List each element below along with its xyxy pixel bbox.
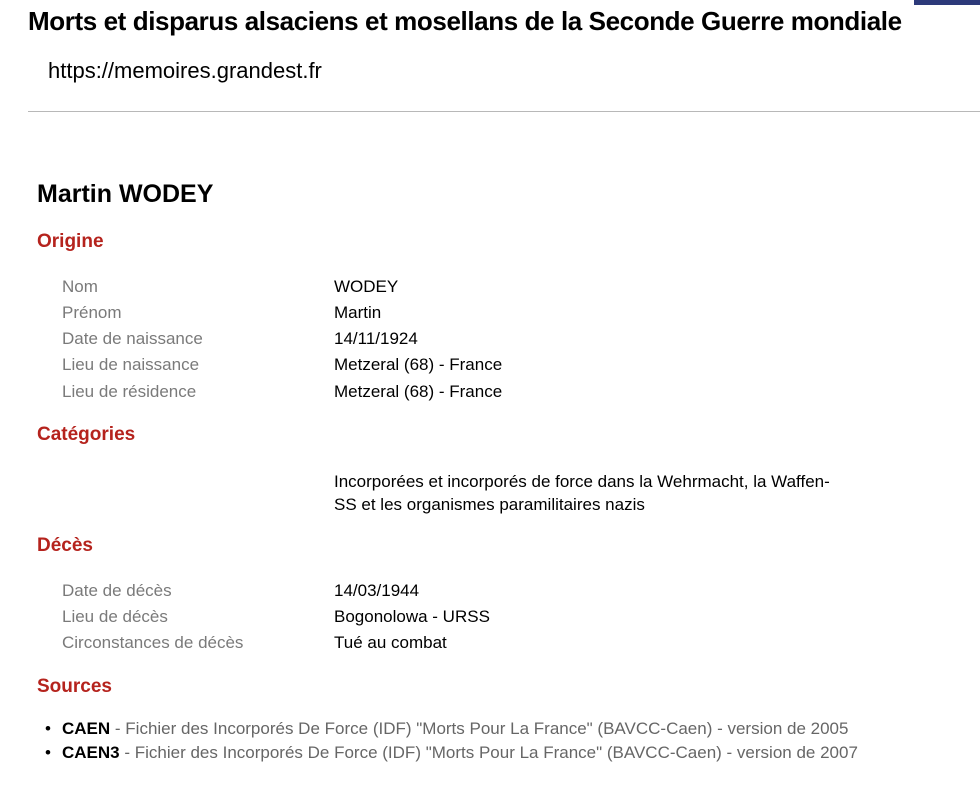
section-title-sources: Sources <box>37 676 112 697</box>
field-value: Martin <box>334 303 382 322</box>
field-label: Lieu de décès <box>62 607 168 626</box>
section-title-origine: Origine <box>37 231 104 252</box>
field-value: Metzeral (68) - France <box>334 355 503 374</box>
field-label: Date de naissance <box>62 329 203 348</box>
category-line-2: SS et les organismes paramilitaires nazis <box>334 495 645 514</box>
field-label: Lieu de résidence <box>62 382 197 401</box>
field-label: Lieu de naissance <box>62 355 200 374</box>
section-title-deces: Décès <box>37 535 93 556</box>
site-title: Morts et disparus alsaciens et mosellans de la Seconde Guerre mondiale <box>28 6 902 36</box>
field-label: Prénom <box>62 303 122 322</box>
field-value: 14/03/1944 <box>334 581 420 600</box>
source-item <box>45 719 848 739</box>
field-label: Circonstances de décès <box>62 633 244 652</box>
field-value: Metzeral (68) - France <box>334 382 503 401</box>
source-code: CAEN3 <box>62 743 120 762</box>
person-name: Martin WODEY <box>37 180 214 208</box>
category-line-1: Incorporées et incorporés de force dans la Wehrmacht, la Waffen- <box>334 472 830 491</box>
field-value: Bogonolowa - URSS <box>334 607 490 626</box>
source-description: - Fichier des Incorporés De Force (IDF) "Morts Pour La France" (BAVCC-Caen) - version de 2007 <box>119 743 858 762</box>
category-text <box>334 470 909 516</box>
field-label: Date de décès <box>62 581 172 600</box>
corner-tab <box>914 0 980 5</box>
bullet-icon: • <box>45 743 51 762</box>
field-value: WODEY <box>334 277 399 296</box>
field-label: Nom <box>62 277 98 296</box>
source-item <box>45 743 858 763</box>
site-url[interactable]: https://memoires.grandest.fr <box>48 58 322 83</box>
source-description: - Fichier des Incorporés De Force (IDF) "Morts Pour La France" (BAVCC-Caen) - version de 2005 <box>110 719 849 738</box>
source-code: CAEN <box>62 719 111 738</box>
header-divider <box>28 111 980 112</box>
field-value: 14/11/1924 <box>334 329 418 348</box>
section-title-categories: Catégories <box>37 424 136 445</box>
field-value: Tué au combat <box>334 633 447 652</box>
bullet-icon: • <box>45 719 51 738</box>
